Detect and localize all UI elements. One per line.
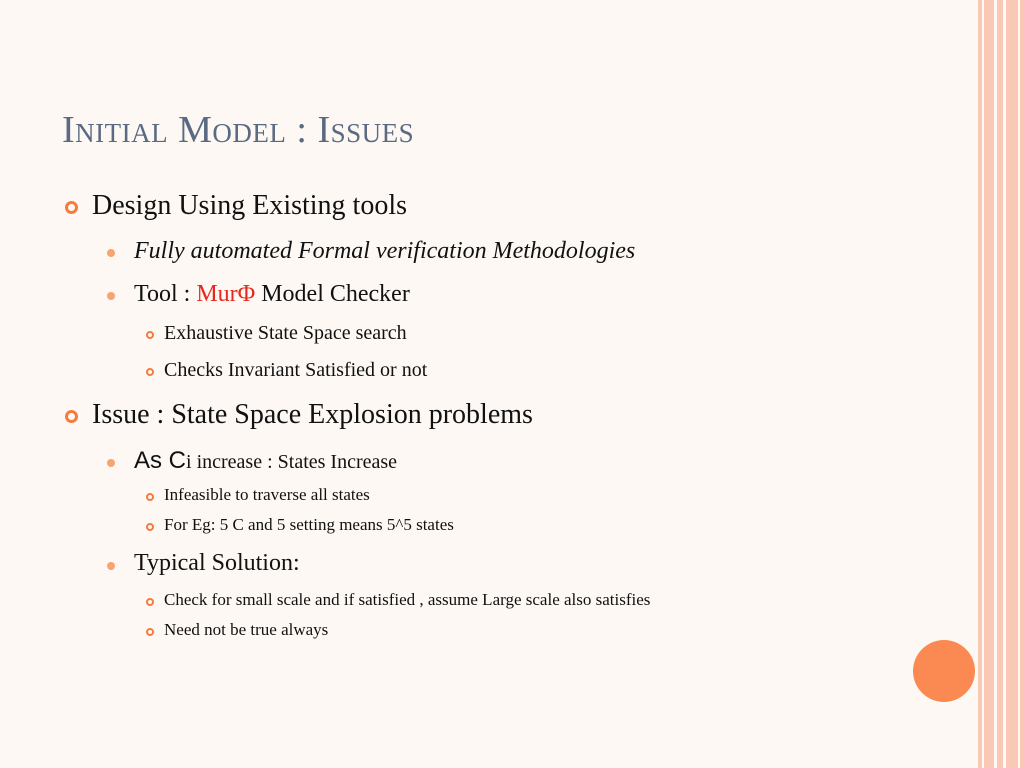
murphi-highlight: MurΦ bbox=[196, 281, 256, 307]
decor-stripe bbox=[1020, 0, 1024, 768]
bullet-checks-invariant: Checks Invariant Satisfied or not bbox=[164, 359, 428, 381]
dot-bullet-icon bbox=[107, 459, 115, 467]
decor-stripe bbox=[1006, 0, 1018, 768]
as-c-label: As C bbox=[134, 447, 187, 474]
ring-bullet-icon bbox=[65, 201, 78, 214]
ring-bullet-icon bbox=[146, 331, 154, 339]
ci-increase-text: i increase : States Increase bbox=[186, 451, 398, 473]
ring-bullet-icon bbox=[146, 368, 154, 376]
bullet-design-tools: Design Using Existing tools bbox=[92, 190, 408, 221]
bullet-typical-solution: Typical Solution: bbox=[134, 550, 300, 576]
bullet-exhaustive-search: Exhaustive State Space search bbox=[164, 322, 407, 344]
dot-bullet-icon bbox=[107, 249, 115, 257]
tool-label: Tool : bbox=[134, 281, 197, 307]
slide-title: Initial Model : Issues bbox=[62, 109, 415, 151]
dot-bullet-icon bbox=[107, 562, 115, 570]
ring-bullet-icon bbox=[65, 410, 78, 423]
decor-stripe bbox=[997, 0, 1003, 768]
bullet-need-not-be-true: Need not be true always bbox=[164, 620, 329, 639]
decor-stripe bbox=[978, 0, 982, 768]
decor-circle bbox=[913, 640, 975, 702]
bullet-for-eg: For Eg: 5 C and 5 setting means 5^5 states bbox=[164, 515, 454, 534]
ring-bullet-icon bbox=[146, 628, 154, 636]
bullet-infeasible: Infeasible to traverse all states bbox=[164, 485, 370, 504]
bullet-tool-murphi bbox=[134, 281, 410, 308]
ring-bullet-icon bbox=[146, 523, 154, 531]
decor-stripe bbox=[984, 0, 994, 768]
ring-bullet-icon bbox=[146, 598, 154, 606]
ring-bullet-icon bbox=[146, 493, 154, 501]
bullet-automated-verification: Fully automated Formal verification Methodologies bbox=[134, 238, 636, 264]
dot-bullet-icon bbox=[107, 292, 115, 300]
bullet-check-small-scale: Check for small scale and if satisfied , assume Large scale also satisfies bbox=[164, 590, 651, 609]
bullet-state-space-explosion: Issue : State Space Explosion problems bbox=[92, 399, 533, 430]
bullet-ci-increase bbox=[134, 447, 397, 475]
tool-suffix: Model Checker bbox=[255, 281, 410, 307]
